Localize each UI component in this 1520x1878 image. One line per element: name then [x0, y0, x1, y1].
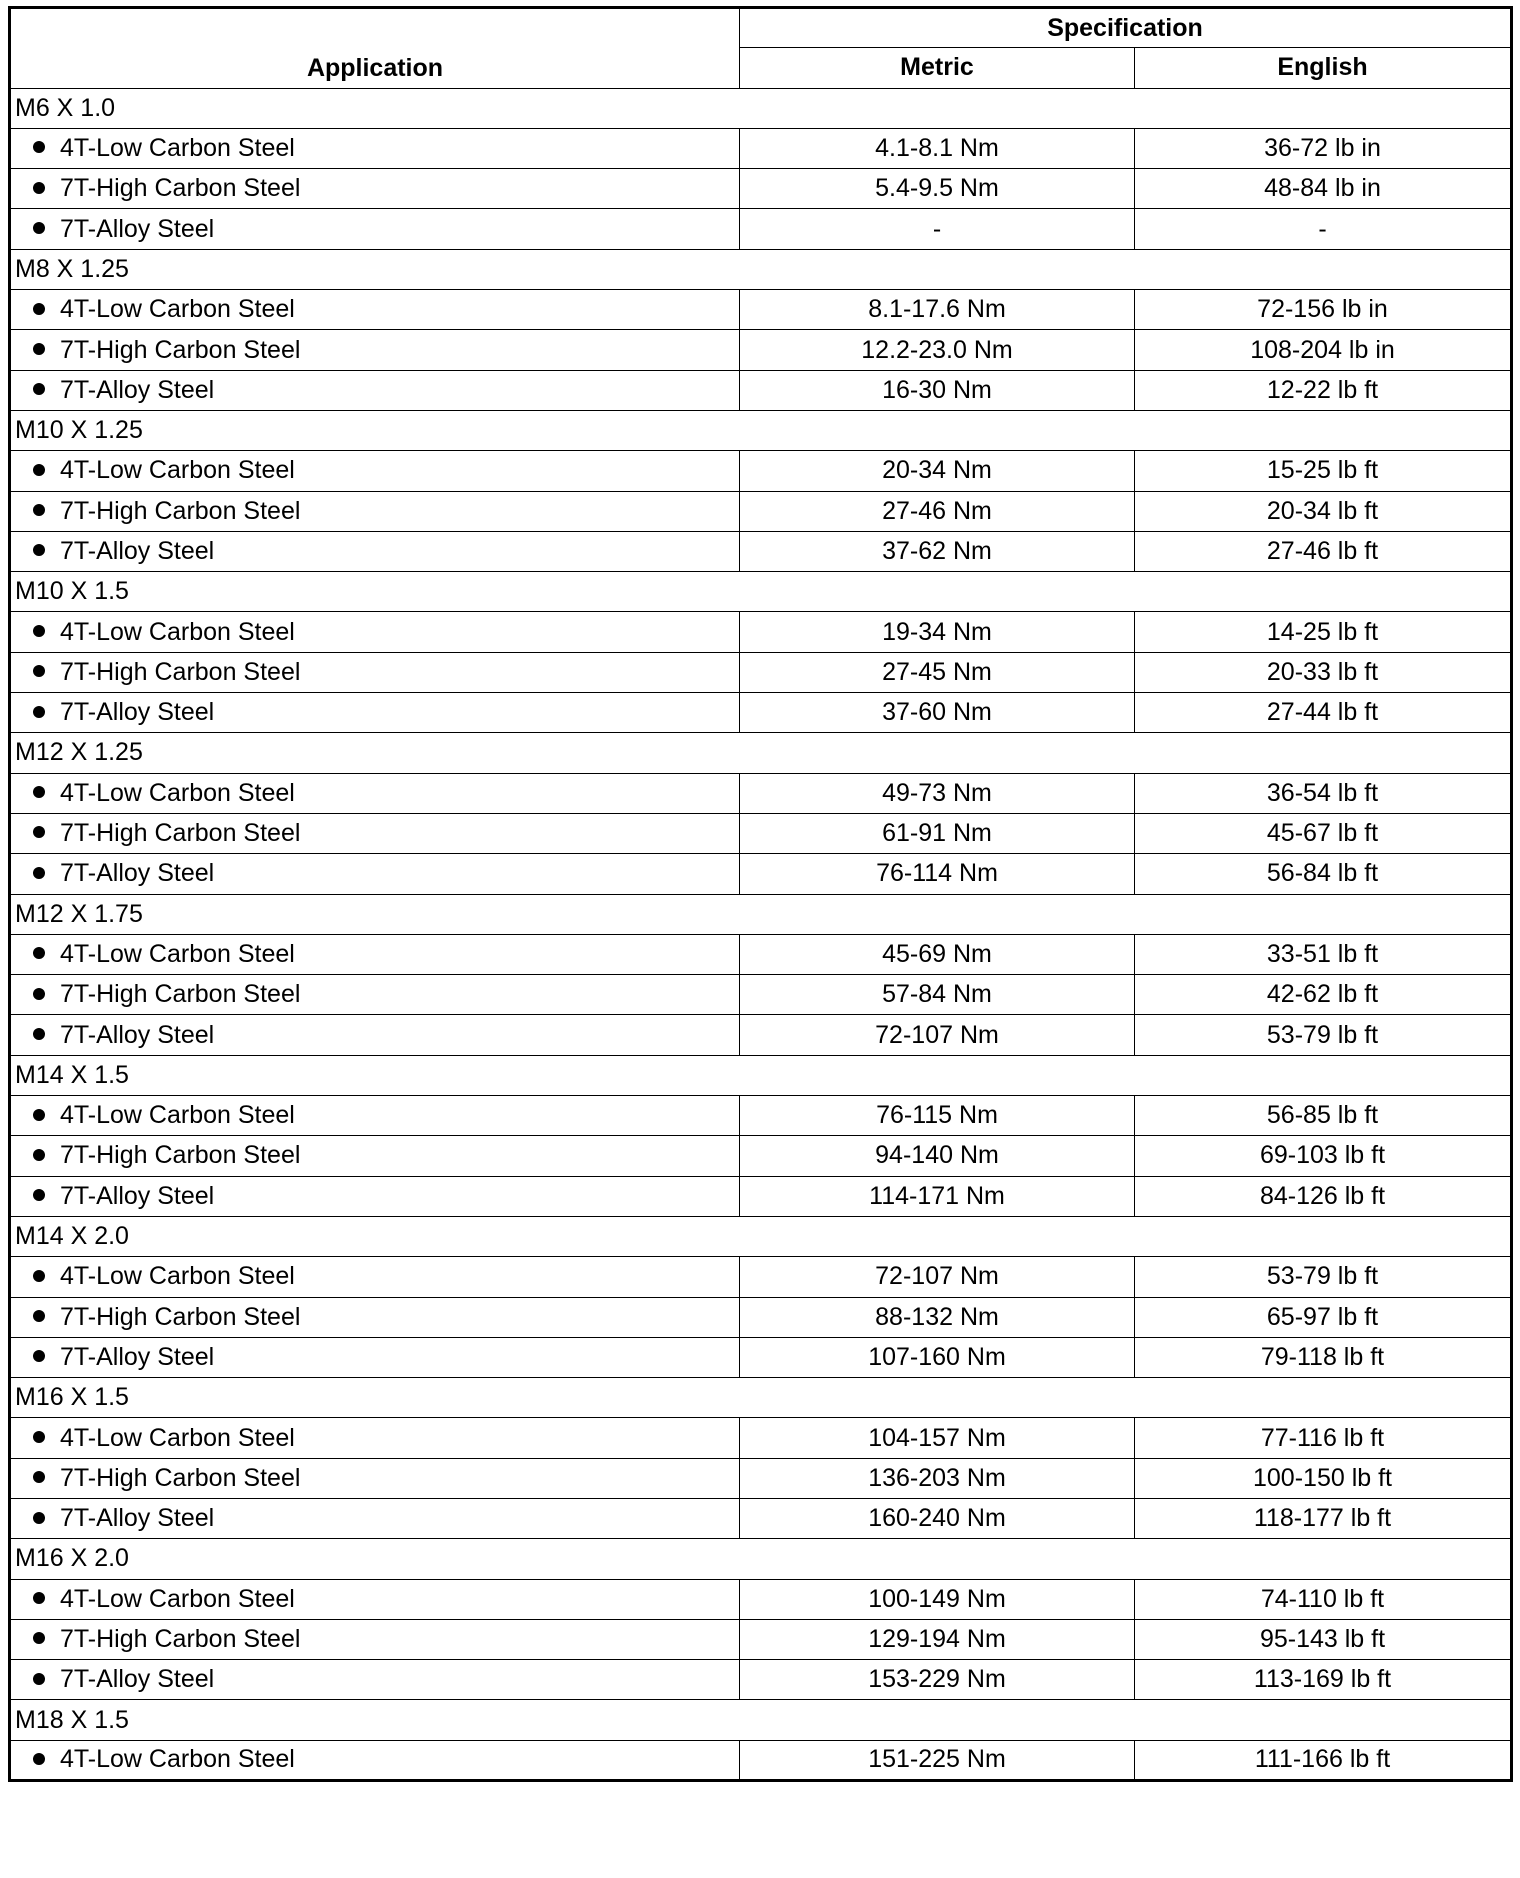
bullet-icon: [33, 303, 45, 315]
english-value: 27-44 lb ft: [1135, 693, 1512, 733]
application-cell: [10, 209, 740, 249]
metric-value: 5.4-9.5 Nm: [740, 169, 1135, 209]
application-label: 4T-Low Carbon Steel: [60, 1101, 295, 1130]
table-row: [10, 1740, 1512, 1780]
english-value: 108-204 lb in: [1135, 330, 1512, 370]
header-row-top: [10, 8, 1512, 48]
english-value: 33-51 lb ft: [1135, 934, 1512, 974]
bullet-icon: [33, 1471, 45, 1483]
metric-value: -: [740, 209, 1135, 249]
english-value: 84-126 lb ft: [1135, 1176, 1512, 1216]
group-row: [10, 733, 1512, 773]
english-value: 48-84 lb in: [1135, 169, 1512, 209]
application-header: Application: [10, 8, 740, 89]
thread-size-label: M16 X 1.5: [10, 1378, 1512, 1418]
metric-value: 19-34 Nm: [740, 612, 1135, 652]
english-value: 36-54 lb ft: [1135, 773, 1512, 813]
table-row: [10, 1176, 1512, 1216]
metric-value: 57-84 Nm: [740, 975, 1135, 1015]
table-row: [10, 1297, 1512, 1337]
english-value: 20-34 lb ft: [1135, 491, 1512, 531]
application-label: 7T-Alloy Steel: [60, 375, 215, 404]
application-label: 4T-Low Carbon Steel: [60, 1584, 295, 1613]
application-cell: [10, 491, 740, 531]
metric-header: Metric: [740, 48, 1135, 88]
table-row: [10, 1136, 1512, 1176]
metric-value: 76-114 Nm: [740, 854, 1135, 894]
english-value: 79-118 lb ft: [1135, 1337, 1512, 1377]
application-label: 7T-Alloy Steel: [60, 1504, 215, 1533]
table-row: [10, 330, 1512, 370]
english-value: 111-166 lb ft: [1135, 1740, 1512, 1780]
thread-size-label: M14 X 1.5: [10, 1055, 1512, 1095]
group-row: [10, 1700, 1512, 1740]
bullet-icon: [33, 1028, 45, 1040]
table-row: [10, 773, 1512, 813]
thread-size-label: M10 X 1.5: [10, 572, 1512, 612]
metric-value: 45-69 Nm: [740, 934, 1135, 974]
application-cell: [10, 370, 740, 410]
application-label: 4T-Low Carbon Steel: [60, 617, 295, 646]
table-row: [10, 451, 1512, 491]
metric-value: 27-46 Nm: [740, 491, 1135, 531]
table-row: [10, 491, 1512, 531]
application-cell: [10, 1418, 740, 1458]
thread-size-label: M8 X 1.25: [10, 249, 1512, 289]
bullet-icon: [33, 383, 45, 395]
bullet-icon: [33, 1673, 45, 1685]
metric-value: 160-240 Nm: [740, 1498, 1135, 1538]
application-label: 4T-Low Carbon Steel: [60, 1423, 295, 1452]
english-value: 53-79 lb ft: [1135, 1015, 1512, 1055]
metric-value: 37-62 Nm: [740, 531, 1135, 571]
table-row: [10, 169, 1512, 209]
application-label: 7T-High Carbon Steel: [60, 980, 301, 1009]
application-cell: [10, 1297, 740, 1337]
english-header: English: [1135, 48, 1512, 88]
application-cell: [10, 1096, 740, 1136]
application-cell: [10, 1660, 740, 1700]
bullet-icon: [33, 947, 45, 959]
metric-value: 8.1-17.6 Nm: [740, 290, 1135, 330]
metric-value: 136-203 Nm: [740, 1458, 1135, 1498]
bullet-icon: [33, 464, 45, 476]
table-row: [10, 128, 1512, 168]
application-cell: [10, 1619, 740, 1659]
application-label: 7T-High Carbon Steel: [60, 1463, 301, 1492]
metric-value: 129-194 Nm: [740, 1619, 1135, 1659]
application-cell: [10, 531, 740, 571]
bullet-icon: [33, 343, 45, 355]
english-value: 12-22 lb ft: [1135, 370, 1512, 410]
bullet-icon: [33, 1109, 45, 1121]
application-label: 7T-High Carbon Steel: [60, 335, 301, 364]
application-cell: [10, 1337, 740, 1377]
group-row: [10, 410, 1512, 450]
metric-value: 94-140 Nm: [740, 1136, 1135, 1176]
application-cell: [10, 693, 740, 733]
bullet-icon: [33, 625, 45, 637]
group-row: [10, 1378, 1512, 1418]
group-row: [10, 1216, 1512, 1256]
application-cell: [10, 1458, 740, 1498]
bullet-icon: [33, 1632, 45, 1644]
english-value: 15-25 lb ft: [1135, 451, 1512, 491]
bullet-icon: [33, 1149, 45, 1161]
english-value: 53-79 lb ft: [1135, 1257, 1512, 1297]
thread-size-label: M16 X 2.0: [10, 1539, 1512, 1579]
application-label: 7T-Alloy Steel: [60, 1181, 215, 1210]
bullet-icon: [33, 826, 45, 838]
bullet-icon: [33, 706, 45, 718]
english-value: 14-25 lb ft: [1135, 612, 1512, 652]
english-value: 42-62 lb ft: [1135, 975, 1512, 1015]
bullet-icon: [33, 1310, 45, 1322]
table-row: [10, 1579, 1512, 1619]
metric-value: 100-149 Nm: [740, 1579, 1135, 1619]
english-value: 95-143 lb ft: [1135, 1619, 1512, 1659]
specification-header: Specification: [740, 8, 1512, 48]
metric-value: 114-171 Nm: [740, 1176, 1135, 1216]
application-label: 7T-Alloy Steel: [60, 1665, 215, 1694]
table-row: [10, 1619, 1512, 1659]
bullet-icon: [33, 544, 45, 556]
bullet-icon: [33, 988, 45, 1000]
metric-value: 12.2-23.0 Nm: [740, 330, 1135, 370]
english-value: 45-67 lb ft: [1135, 813, 1512, 853]
group-row: [10, 894, 1512, 934]
application-label: 4T-Low Carbon Steel: [60, 456, 295, 485]
metric-value: 153-229 Nm: [740, 1660, 1135, 1700]
english-value: 65-97 lb ft: [1135, 1297, 1512, 1337]
application-label: 7T-Alloy Steel: [60, 859, 215, 888]
english-value: 56-84 lb ft: [1135, 854, 1512, 894]
table-row: [10, 934, 1512, 974]
english-value: 27-46 lb ft: [1135, 531, 1512, 571]
metric-value: 27-45 Nm: [740, 652, 1135, 692]
bullet-icon: [33, 786, 45, 798]
table-row: [10, 370, 1512, 410]
table-row: [10, 1096, 1512, 1136]
metric-value: 49-73 Nm: [740, 773, 1135, 813]
metric-value: 72-107 Nm: [740, 1257, 1135, 1297]
bullet-icon: [33, 182, 45, 194]
english-value: 56-85 lb ft: [1135, 1096, 1512, 1136]
thread-size-label: M6 X 1.0: [10, 88, 1512, 128]
english-value: 69-103 lb ft: [1135, 1136, 1512, 1176]
thread-size-label: M12 X 1.75: [10, 894, 1512, 934]
thread-size-label: M12 X 1.25: [10, 733, 1512, 773]
table-row: [10, 1418, 1512, 1458]
thread-size-label: M10 X 1.25: [10, 410, 1512, 450]
table-row: [10, 1257, 1512, 1297]
table-row: [10, 854, 1512, 894]
bullet-icon: [33, 1512, 45, 1524]
table-row: [10, 290, 1512, 330]
application-cell: [10, 330, 740, 370]
table-row: [10, 693, 1512, 733]
bullet-icon: [33, 1270, 45, 1282]
application-label: 4T-Low Carbon Steel: [60, 134, 295, 163]
bullet-icon: [33, 1592, 45, 1604]
application-label: 7T-High Carbon Steel: [60, 496, 301, 525]
table-row: [10, 1660, 1512, 1700]
table-row: [10, 1458, 1512, 1498]
metric-value: 76-115 Nm: [740, 1096, 1135, 1136]
application-label: 4T-Low Carbon Steel: [60, 778, 295, 807]
torque-spec-table: [8, 6, 1513, 1782]
application-cell: [10, 1176, 740, 1216]
application-cell: [10, 975, 740, 1015]
application-label: 7T-High Carbon Steel: [60, 657, 301, 686]
group-row: [10, 88, 1512, 128]
metric-value: 20-34 Nm: [740, 451, 1135, 491]
application-label: 7T-Alloy Steel: [60, 1342, 215, 1371]
metric-value: 4.1-8.1 Nm: [740, 128, 1135, 168]
metric-value: 16-30 Nm: [740, 370, 1135, 410]
metric-value: 104-157 Nm: [740, 1418, 1135, 1458]
application-cell: [10, 1257, 740, 1297]
application-cell: [10, 1740, 740, 1780]
english-value: 20-33 lb ft: [1135, 652, 1512, 692]
table-row: [10, 975, 1512, 1015]
metric-value: 72-107 Nm: [740, 1015, 1135, 1055]
application-label: 4T-Low Carbon Steel: [60, 295, 295, 324]
application-label: 4T-Low Carbon Steel: [60, 939, 295, 968]
application-label: 7T-Alloy Steel: [60, 698, 215, 727]
group-row: [10, 572, 1512, 612]
application-label: 4T-Low Carbon Steel: [60, 1262, 295, 1291]
table-body: [10, 88, 1512, 1780]
application-label: 7T-Alloy Steel: [60, 1020, 215, 1049]
application-cell: [10, 612, 740, 652]
application-cell: [10, 128, 740, 168]
application-cell: [10, 1498, 740, 1538]
application-label: 7T-Alloy Steel: [60, 537, 215, 565]
group-row: [10, 1055, 1512, 1095]
english-value: 74-110 lb ft: [1135, 1579, 1512, 1619]
table-row: [10, 612, 1512, 652]
group-row: [10, 249, 1512, 289]
application-cell: [10, 169, 740, 209]
application-cell: [10, 290, 740, 330]
group-row: [10, 1539, 1512, 1579]
application-label: 7T-High Carbon Steel: [60, 819, 301, 848]
bullet-icon: [33, 665, 45, 677]
application-cell: [10, 451, 740, 491]
table-row: [10, 531, 1512, 571]
table-header: [10, 8, 1512, 89]
metric-value: 151-225 Nm: [740, 1740, 1135, 1780]
table-row: [10, 652, 1512, 692]
application-label: 7T-High Carbon Steel: [60, 1141, 301, 1170]
bullet-icon: [33, 867, 45, 879]
english-value: 72-156 lb in: [1135, 290, 1512, 330]
application-label: 7T-Alloy Steel: [60, 214, 215, 243]
application-label: 4T-Low Carbon Steel: [60, 1745, 295, 1774]
table-row: [10, 1498, 1512, 1538]
bullet-icon: [33, 1350, 45, 1362]
application-cell: [10, 854, 740, 894]
table-row: [10, 209, 1512, 249]
english-value: -: [1135, 209, 1512, 249]
bullet-icon: [33, 1753, 45, 1765]
application-cell: [10, 1136, 740, 1176]
application-cell: [10, 1015, 740, 1055]
bullet-icon: [33, 222, 45, 234]
english-value: 113-169 lb ft: [1135, 1660, 1512, 1700]
metric-value: 88-132 Nm: [740, 1297, 1135, 1337]
application-cell: [10, 1579, 740, 1619]
application-label: 7T-High Carbon Steel: [60, 174, 301, 203]
bullet-icon: [33, 1431, 45, 1443]
thread-size-label: M14 X 2.0: [10, 1216, 1512, 1256]
table-row: [10, 813, 1512, 853]
table-row: [10, 1015, 1512, 1055]
english-value: 36-72 lb in: [1135, 128, 1512, 168]
metric-value: 107-160 Nm: [740, 1337, 1135, 1377]
english-value: 100-150 lb ft: [1135, 1458, 1512, 1498]
thread-size-label: M18 X 1.5: [10, 1700, 1512, 1740]
application-label: 7T-High Carbon Steel: [60, 1302, 301, 1331]
application-cell: [10, 773, 740, 813]
application-cell: [10, 652, 740, 692]
application-cell: [10, 934, 740, 974]
table-row: [10, 1337, 1512, 1377]
metric-value: 61-91 Nm: [740, 813, 1135, 853]
application-label: 7T-High Carbon Steel: [60, 1625, 301, 1654]
bullet-icon: [33, 1189, 45, 1201]
english-value: 77-116 lb ft: [1135, 1418, 1512, 1458]
bullet-icon: [33, 504, 45, 516]
bullet-icon: [33, 141, 45, 153]
application-cell: [10, 813, 740, 853]
metric-value: 37-60 Nm: [740, 693, 1135, 733]
english-value: 118-177 lb ft: [1135, 1498, 1512, 1538]
